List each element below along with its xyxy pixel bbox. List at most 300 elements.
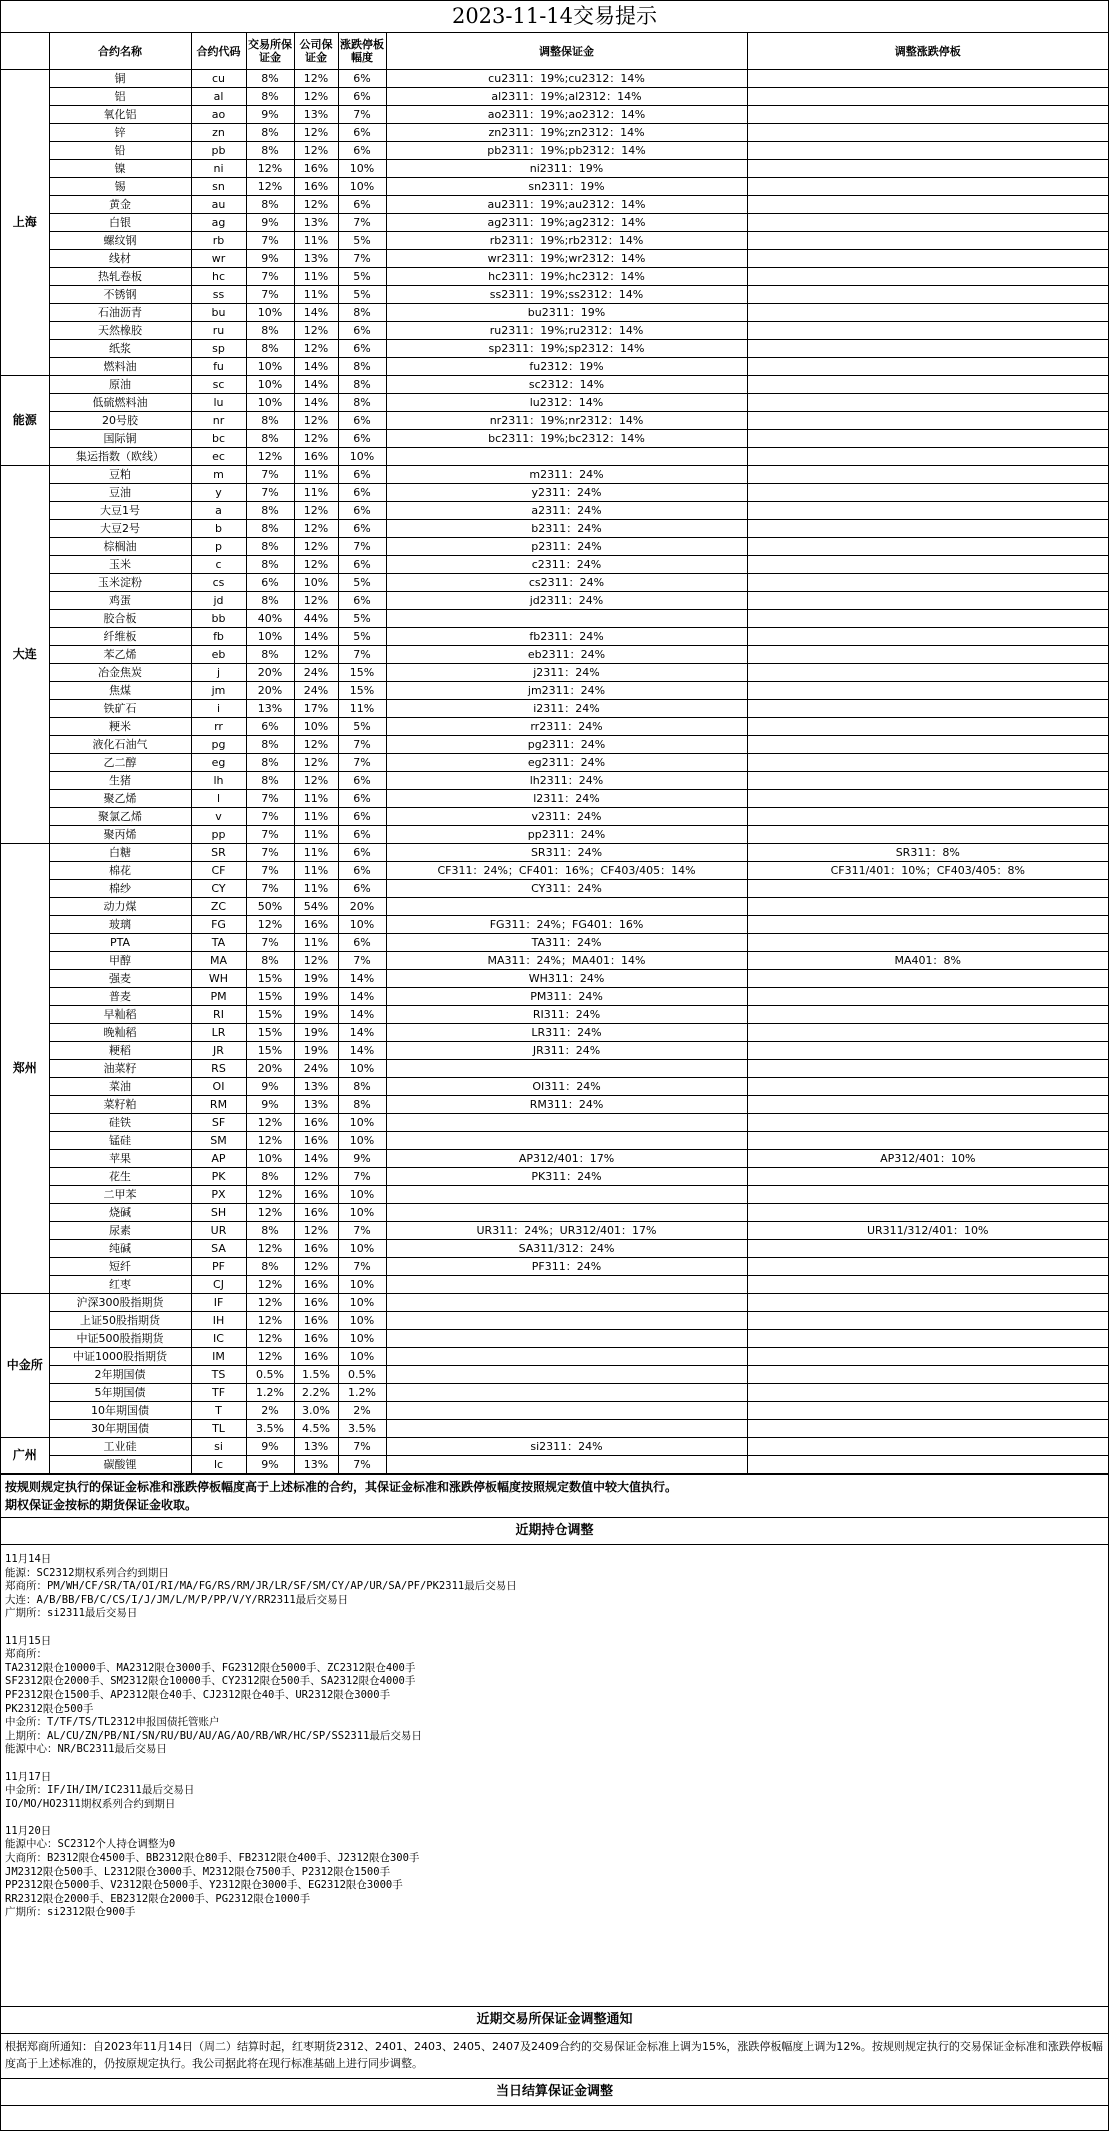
table-row xyxy=(1,1312,1108,1330)
contract-name-cell: 铁矿石 xyxy=(49,700,191,718)
margin-table xyxy=(1,33,1108,1474)
adjusted-limit-cell xyxy=(747,1276,1108,1294)
contract-name-cell: 玉米淀粉 xyxy=(49,574,191,592)
company-margin-cell: 12% xyxy=(294,70,338,88)
adjusted-margin-cell: y2311：24% xyxy=(386,484,747,502)
limit-range-cell: 6% xyxy=(338,466,386,484)
contract-name-cell: 二甲苯 xyxy=(49,1186,191,1204)
contract-code-cell: SR xyxy=(191,844,246,862)
contract-code-cell: IC xyxy=(191,1330,246,1348)
contract-code-cell: si xyxy=(191,1438,246,1456)
limit-range-cell: 3.5% xyxy=(338,1420,386,1438)
table-row xyxy=(1,1294,1108,1312)
adjusted-margin-cell: PK311：24% xyxy=(386,1168,747,1186)
table-row xyxy=(1,862,1108,880)
limit-range-cell: 5% xyxy=(338,286,386,304)
contract-code-cell: l xyxy=(191,790,246,808)
adjusted-limit-cell xyxy=(747,916,1108,934)
adjusted-margin-cell xyxy=(386,448,747,466)
company-margin-cell: 11% xyxy=(294,286,338,304)
contract-name-cell: 铜 xyxy=(49,70,191,88)
exchange-margin-cell: 8% xyxy=(246,556,294,574)
table-row xyxy=(1,988,1108,1006)
limit-range-cell: 8% xyxy=(338,1096,386,1114)
adjusted-limit-cell xyxy=(747,1366,1108,1384)
contract-name-cell: 热轧卷板 xyxy=(49,268,191,286)
adjusted-limit-cell xyxy=(747,610,1108,628)
table-row xyxy=(1,1384,1108,1402)
contract-code-cell: al xyxy=(191,88,246,106)
adjusted-limit-cell xyxy=(747,1294,1108,1312)
adjusted-limit-cell xyxy=(747,556,1108,574)
contract-code-cell: rr xyxy=(191,718,246,736)
company-margin-cell: 12% xyxy=(294,1222,338,1240)
adjusted-margin-cell xyxy=(386,1204,747,1222)
contract-name-cell: 2年期国债 xyxy=(49,1366,191,1384)
rules-note-line: 按规则规定执行的保证金标准和涨跌停板幅度高于上述标准的合约，其保证金标准和涨跌停板幅度按照规定数值中较大值执行。 xyxy=(5,1480,678,1494)
table-row xyxy=(1,322,1108,340)
contract-code-cell: jm xyxy=(191,682,246,700)
limit-range-cell: 7% xyxy=(338,952,386,970)
adjusted-limit-cell xyxy=(747,250,1108,268)
adjusted-margin-cell: AP312/401：17% xyxy=(386,1150,747,1168)
header-limit-range: 涨跌停板幅度 xyxy=(338,33,386,70)
company-margin-cell: 12% xyxy=(294,754,338,772)
company-margin-cell: 24% xyxy=(294,1060,338,1078)
limit-range-cell: 7% xyxy=(338,1258,386,1276)
contract-code-cell: lh xyxy=(191,772,246,790)
contract-name-cell: 国际铜 xyxy=(49,430,191,448)
contract-name-cell: 动力煤 xyxy=(49,898,191,916)
exchange-cell: 能源 xyxy=(1,376,49,466)
exchange-cell: 上海 xyxy=(1,70,49,376)
contract-name-cell: 乙二醇 xyxy=(49,754,191,772)
limit-range-cell: 10% xyxy=(338,1348,386,1366)
adjusted-limit-cell xyxy=(747,394,1108,412)
company-margin-cell: 12% xyxy=(294,772,338,790)
exchange-margin-cell: 12% xyxy=(246,1348,294,1366)
limit-range-cell: 10% xyxy=(338,1186,386,1204)
adjusted-limit-cell: UR311/312/401：10% xyxy=(747,1222,1108,1240)
company-margin-cell: 14% xyxy=(294,376,338,394)
exchange-margin-cell: 10% xyxy=(246,358,294,376)
adjusted-margin-cell xyxy=(386,1384,747,1402)
contract-code-cell: PK xyxy=(191,1168,246,1186)
adjusted-limit-cell xyxy=(747,1240,1108,1258)
header-company-margin: 公司保证金 xyxy=(294,33,338,70)
company-margin-cell: 16% xyxy=(294,1240,338,1258)
adjusted-limit-cell xyxy=(747,322,1108,340)
adjusted-margin-cell: sn2311：19% xyxy=(386,178,747,196)
exchange-margin-cell: 7% xyxy=(246,862,294,880)
exchange-margin-cell: 15% xyxy=(246,988,294,1006)
rules-note xyxy=(1,1474,1108,1517)
contract-code-cell: fu xyxy=(191,358,246,376)
contract-name-cell: 大豆1号 xyxy=(49,502,191,520)
rules-note-line: 期权保证金按标的期货保证金收取。 xyxy=(5,1498,198,1512)
contract-code-cell: pp xyxy=(191,826,246,844)
exchange-margin-cell: 12% xyxy=(246,1186,294,1204)
adjusted-margin-cell xyxy=(386,1456,747,1474)
exchange-margin-cell: 7% xyxy=(246,286,294,304)
contract-name-cell: 纸浆 xyxy=(49,340,191,358)
adjusted-limit-cell xyxy=(747,646,1108,664)
contract-name-cell: 苯乙烯 xyxy=(49,646,191,664)
adjusted-margin-cell: ao2311：19%;ao2312：14% xyxy=(386,106,747,124)
contract-code-cell: ss xyxy=(191,286,246,304)
company-margin-cell: 11% xyxy=(294,826,338,844)
adjusted-limit-cell xyxy=(747,232,1108,250)
company-margin-cell: 12% xyxy=(294,1168,338,1186)
company-margin-cell: 13% xyxy=(294,1438,338,1456)
table-row xyxy=(1,538,1108,556)
table-row xyxy=(1,970,1108,988)
adjusted-margin-cell: PM311：24% xyxy=(386,988,747,1006)
limit-range-cell: 8% xyxy=(338,376,386,394)
contract-code-cell: pg xyxy=(191,736,246,754)
contract-code-cell: IF xyxy=(191,1294,246,1312)
contract-code-cell: IH xyxy=(191,1312,246,1330)
adjusted-limit-cell xyxy=(747,1312,1108,1330)
limit-range-cell: 10% xyxy=(338,916,386,934)
limit-range-cell: 10% xyxy=(338,1132,386,1150)
exchange-margin-cell: 8% xyxy=(246,952,294,970)
adjusted-limit-cell xyxy=(747,1132,1108,1150)
limit-range-cell: 6% xyxy=(338,502,386,520)
limit-range-cell: 6% xyxy=(338,808,386,826)
exchange-margin-cell: 7% xyxy=(246,232,294,250)
adjusted-limit-cell xyxy=(747,376,1108,394)
company-margin-cell: 11% xyxy=(294,232,338,250)
table-row xyxy=(1,718,1108,736)
exchange-margin-cell: 9% xyxy=(246,214,294,232)
exchange-margin-cell: 8% xyxy=(246,322,294,340)
adjusted-limit-cell xyxy=(747,304,1108,322)
company-margin-cell: 24% xyxy=(294,682,338,700)
contract-name-cell: 上证50股指期货 xyxy=(49,1312,191,1330)
exchange-margin-cell: 3.5% xyxy=(246,1420,294,1438)
limit-range-cell: 8% xyxy=(338,394,386,412)
exchange-margin-cell: 15% xyxy=(246,1024,294,1042)
contract-name-cell: 天然橡胶 xyxy=(49,322,191,340)
company-margin-cell: 19% xyxy=(294,1006,338,1024)
contract-name-cell: 20号胶 xyxy=(49,412,191,430)
table-row xyxy=(1,808,1108,826)
limit-range-cell: 6% xyxy=(338,880,386,898)
adjusted-margin-cell xyxy=(386,1366,747,1384)
contract-code-cell: WH xyxy=(191,970,246,988)
adjusted-limit-cell xyxy=(747,934,1108,952)
contract-code-cell: m xyxy=(191,466,246,484)
adjusted-limit-cell xyxy=(747,358,1108,376)
contract-code-cell: a xyxy=(191,502,246,520)
contract-name-cell: 粳稻 xyxy=(49,1042,191,1060)
adjusted-limit-cell: SR311：8% xyxy=(747,844,1108,862)
adjusted-margin-cell: al2311：19%;al2312：14% xyxy=(386,88,747,106)
exchange-margin-cell: 15% xyxy=(246,1042,294,1060)
contract-name-cell: 焦煤 xyxy=(49,682,191,700)
table-row xyxy=(1,1060,1108,1078)
exchange-margin-cell: 7% xyxy=(246,484,294,502)
contract-code-cell: sp xyxy=(191,340,246,358)
company-margin-cell: 12% xyxy=(294,592,338,610)
contract-name-cell: 豆油 xyxy=(49,484,191,502)
contract-name-cell: 粳米 xyxy=(49,718,191,736)
exchange-margin-cell: 8% xyxy=(246,772,294,790)
limit-range-cell: 6% xyxy=(338,556,386,574)
table-row xyxy=(1,1006,1108,1024)
limit-range-cell: 10% xyxy=(338,448,386,466)
table-row xyxy=(1,1042,1108,1060)
company-margin-cell: 16% xyxy=(294,1204,338,1222)
adjusted-margin-cell: pb2311：19%;pb2312：14% xyxy=(386,142,747,160)
contract-name-cell: 苹果 xyxy=(49,1150,191,1168)
company-margin-cell: 12% xyxy=(294,502,338,520)
exchange-margin-cell: 12% xyxy=(246,1204,294,1222)
company-margin-cell: 11% xyxy=(294,790,338,808)
adjusted-limit-cell xyxy=(747,1168,1108,1186)
adjusted-limit-cell xyxy=(747,826,1108,844)
table-row xyxy=(1,106,1108,124)
table-row xyxy=(1,232,1108,250)
exchange-margin-cell: 13% xyxy=(246,700,294,718)
company-margin-cell: 54% xyxy=(294,898,338,916)
limit-range-cell: 7% xyxy=(338,1456,386,1474)
exchange-margin-cell: 15% xyxy=(246,1006,294,1024)
table-row xyxy=(1,304,1108,322)
adjusted-limit-cell xyxy=(747,592,1108,610)
contract-name-cell: 沪深300股指期货 xyxy=(49,1294,191,1312)
contract-name-cell: 大豆2号 xyxy=(49,520,191,538)
contract-name-cell: 燃料油 xyxy=(49,358,191,376)
limit-range-cell: 10% xyxy=(338,1240,386,1258)
contract-code-cell: RS xyxy=(191,1060,246,1078)
adjusted-margin-cell: b2311：24% xyxy=(386,520,747,538)
adjusted-margin-cell: hc2311：19%;hc2312：14% xyxy=(386,268,747,286)
adjusted-margin-cell: UR311：24%；UR312/401：17% xyxy=(386,1222,747,1240)
company-margin-cell: 12% xyxy=(294,1258,338,1276)
contract-code-cell: UR xyxy=(191,1222,246,1240)
limit-range-cell: 15% xyxy=(338,664,386,682)
company-margin-cell: 13% xyxy=(294,214,338,232)
company-margin-cell: 13% xyxy=(294,1078,338,1096)
exchange-cell: 中金所 xyxy=(1,1294,49,1438)
adjusted-margin-cell: lu2312：14% xyxy=(386,394,747,412)
limit-range-cell: 14% xyxy=(338,988,386,1006)
adjusted-limit-cell xyxy=(747,1078,1108,1096)
contract-name-cell: 棉花 xyxy=(49,862,191,880)
table-row xyxy=(1,1258,1108,1276)
contract-name-cell: 低硫燃料油 xyxy=(49,394,191,412)
contract-code-cell: PM xyxy=(191,988,246,1006)
adjusted-margin-cell: sp2311：19%;sp2312：14% xyxy=(386,340,747,358)
contract-name-cell: 鸡蛋 xyxy=(49,592,191,610)
table-row xyxy=(1,70,1108,88)
adjusted-limit-cell xyxy=(747,1348,1108,1366)
contract-code-cell: zn xyxy=(191,124,246,142)
contract-code-cell: TF xyxy=(191,1384,246,1402)
contract-name-cell: 线材 xyxy=(49,250,191,268)
contract-code-cell: y xyxy=(191,484,246,502)
table-row xyxy=(1,376,1108,394)
margin-table-body xyxy=(1,70,1108,1474)
exchange-margin-cell: 12% xyxy=(246,916,294,934)
adjusted-margin-cell: eg2311：24% xyxy=(386,754,747,772)
contract-name-cell: 纯碱 xyxy=(49,1240,191,1258)
limit-range-cell: 8% xyxy=(338,358,386,376)
contract-code-cell: RM xyxy=(191,1096,246,1114)
company-margin-cell: 14% xyxy=(294,394,338,412)
position-adjust-text: 11月14日 能源：SC2312期权系列合约到期日 郑商所：PM/WH/CF/SR/TA/OI/RI/MA/FG/RS/RM/JR/LR/SF/SM/CY/AP/UR/SA/PF/PK2311最后交易日 大连：A/B/BB/FB/C/CS/I/J/JM/L/M/P/PP/V/Y/RR2311最后交易日 广期所：si2311最后交易日 11月15日 郑商所： TA2312限仓10000手、MA2312限仓3000手、FG2312限仓5000手、ZC2312限仓400手 SF2312限仓2000手、SM2312限仓10000手、CY2312限仓500手、SA2312限仓4000手 PF2312限仓1500手、AP2312限仓40手、CJ2312限仓40手、UR2312限仓3000手 PK2312限仓500手 中金所：T/TF/TS/TL2312申报国债托管账户 上期所：AL/CU/ZN/PB/NI/SN/RU/BU/AU/AG/AO/RB/WR/HC/SP/SS2311最后交易日 能源中心：NR/BC2311最后交易日 11月17日 中金所：IF/IH/IM/IC2311最后交易日 IO/MO/HO2311期权系列合约到期日 11月20日 能源中心：SC2312个人持仓调整为0 大商所：B2312限仓4500手、BB2312限仓80手、FB2312限仓400手、J2312限仓300手 JM2312限仓500手、L2312限仓3000手、M2312限仓7500手、P2312限仓1500手 PP2312限仓5000手、V2312限仓5000手、Y2312限仓3000手、EG2312限仓3000手 RR2312限仓2000手、EB2312限仓2000手、PG2312限仓1000手 广期所：si2312限仓900手 xyxy=(5,1553,517,1919)
contract-code-cell: CJ xyxy=(191,1276,246,1294)
margin-notice-title: 近期交易所保证金调整通知 xyxy=(1,2006,1108,2034)
company-margin-cell: 12% xyxy=(294,538,338,556)
exchange-margin-cell: 6% xyxy=(246,574,294,592)
adjusted-limit-cell xyxy=(747,772,1108,790)
adjusted-limit-cell xyxy=(747,1096,1108,1114)
table-row xyxy=(1,880,1108,898)
contract-name-cell: 锡 xyxy=(49,178,191,196)
limit-range-cell: 10% xyxy=(338,1330,386,1348)
table-row xyxy=(1,1438,1108,1456)
contract-name-cell: 锌 xyxy=(49,124,191,142)
company-margin-cell: 11% xyxy=(294,484,338,502)
adjusted-limit-cell: AP312/401：10% xyxy=(747,1150,1108,1168)
contract-name-cell: 纤维板 xyxy=(49,628,191,646)
table-row xyxy=(1,826,1108,844)
table-row xyxy=(1,520,1108,538)
exchange-margin-cell: 8% xyxy=(246,124,294,142)
company-margin-cell: 11% xyxy=(294,844,338,862)
exchange-margin-cell: 8% xyxy=(246,196,294,214)
exchange-margin-cell: 0.5% xyxy=(246,1366,294,1384)
company-margin-cell: 14% xyxy=(294,304,338,322)
adjusted-limit-cell xyxy=(747,628,1108,646)
limit-range-cell: 6% xyxy=(338,322,386,340)
limit-range-cell: 5% xyxy=(338,628,386,646)
limit-range-cell: 10% xyxy=(338,1276,386,1294)
exchange-cell: 郑州 xyxy=(1,844,49,1294)
adjusted-margin-cell: ag2311：19%;ag2312：14% xyxy=(386,214,747,232)
contract-code-cell: LR xyxy=(191,1024,246,1042)
adjusted-limit-cell xyxy=(747,970,1108,988)
company-margin-cell: 12% xyxy=(294,430,338,448)
adjusted-limit-cell xyxy=(747,178,1108,196)
contract-code-cell: ru xyxy=(191,322,246,340)
contract-name-cell: 铅 xyxy=(49,142,191,160)
limit-range-cell: 6% xyxy=(338,430,386,448)
table-row xyxy=(1,646,1108,664)
company-margin-cell: 16% xyxy=(294,1348,338,1366)
adjusted-limit-cell xyxy=(747,700,1108,718)
table-row xyxy=(1,682,1108,700)
company-margin-cell: 16% xyxy=(294,1312,338,1330)
settlement-adjust-body xyxy=(1,2106,1108,2130)
table-row xyxy=(1,88,1108,106)
adjusted-margin-cell: bu2311：19% xyxy=(386,304,747,322)
adjusted-margin-cell: pp2311：24% xyxy=(386,826,747,844)
limit-range-cell: 15% xyxy=(338,682,386,700)
contract-name-cell: 生猪 xyxy=(49,772,191,790)
adjusted-limit-cell xyxy=(747,1006,1108,1024)
adjusted-limit-cell xyxy=(747,1186,1108,1204)
contract-name-cell: 中证1000股指期货 xyxy=(49,1348,191,1366)
exchange-margin-cell: 10% xyxy=(246,1150,294,1168)
table-row xyxy=(1,1456,1108,1474)
limit-range-cell: 14% xyxy=(338,970,386,988)
contract-code-cell: eb xyxy=(191,646,246,664)
adjusted-limit-cell xyxy=(747,1438,1108,1456)
adjusted-limit-cell xyxy=(747,988,1108,1006)
limit-range-cell: 10% xyxy=(338,1294,386,1312)
contract-code-cell: AP xyxy=(191,1150,246,1168)
contract-name-cell: 螺纹钢 xyxy=(49,232,191,250)
table-row xyxy=(1,286,1108,304)
contract-code-cell: lc xyxy=(191,1456,246,1474)
adjusted-margin-cell: i2311：24% xyxy=(386,700,747,718)
table-row xyxy=(1,268,1108,286)
exchange-margin-cell: 7% xyxy=(246,826,294,844)
exchange-margin-cell: 10% xyxy=(246,304,294,322)
contract-code-cell: sn xyxy=(191,178,246,196)
contract-code-cell: TA xyxy=(191,934,246,952)
adjusted-margin-cell: jd2311：24% xyxy=(386,592,747,610)
exchange-margin-cell: 12% xyxy=(246,178,294,196)
company-margin-cell: 11% xyxy=(294,466,338,484)
company-margin-cell: 16% xyxy=(294,448,338,466)
exchange-margin-cell: 9% xyxy=(246,1456,294,1474)
adjusted-margin-cell: zn2311：19%;zn2312：14% xyxy=(386,124,747,142)
limit-range-cell: 6% xyxy=(338,520,386,538)
limit-range-cell: 6% xyxy=(338,772,386,790)
exchange-margin-cell: 8% xyxy=(246,142,294,160)
exchange-margin-cell: 50% xyxy=(246,898,294,916)
contract-name-cell: 氧化铝 xyxy=(49,106,191,124)
header-exchange xyxy=(1,33,49,70)
exchange-margin-cell: 9% xyxy=(246,1078,294,1096)
exchange-margin-cell: 8% xyxy=(246,520,294,538)
adjusted-limit-cell xyxy=(747,754,1108,772)
adjusted-margin-cell xyxy=(386,1294,747,1312)
company-margin-cell: 16% xyxy=(294,1132,338,1150)
table-row xyxy=(1,574,1108,592)
company-margin-cell: 16% xyxy=(294,1186,338,1204)
table-row xyxy=(1,736,1108,754)
adjusted-margin-cell: FG311：24%；FG401：16% xyxy=(386,916,747,934)
contract-name-cell: 30年期国债 xyxy=(49,1420,191,1438)
page-title: 2023-11-14交易提示 xyxy=(1,1,1108,33)
adjusted-limit-cell xyxy=(747,484,1108,502)
company-margin-cell: 12% xyxy=(294,556,338,574)
limit-range-cell: 5% xyxy=(338,718,386,736)
contract-code-cell: eg xyxy=(191,754,246,772)
table-row xyxy=(1,1348,1108,1366)
contract-code-cell: bb xyxy=(191,610,246,628)
contract-code-cell: CF xyxy=(191,862,246,880)
adjusted-margin-cell xyxy=(386,1186,747,1204)
adjusted-margin-cell: MA311：24%；MA401：14% xyxy=(386,952,747,970)
contract-code-cell: FG xyxy=(191,916,246,934)
exchange-margin-cell: 9% xyxy=(246,1438,294,1456)
limit-range-cell: 6% xyxy=(338,88,386,106)
exchange-cell: 广州 xyxy=(1,1438,49,1474)
company-margin-cell: 12% xyxy=(294,196,338,214)
adjusted-margin-cell: cu2311：19%;cu2312：14% xyxy=(386,70,747,88)
adjusted-limit-cell xyxy=(747,1024,1108,1042)
company-margin-cell: 24% xyxy=(294,664,338,682)
company-margin-cell: 12% xyxy=(294,142,338,160)
adjusted-limit-cell xyxy=(747,1402,1108,1420)
